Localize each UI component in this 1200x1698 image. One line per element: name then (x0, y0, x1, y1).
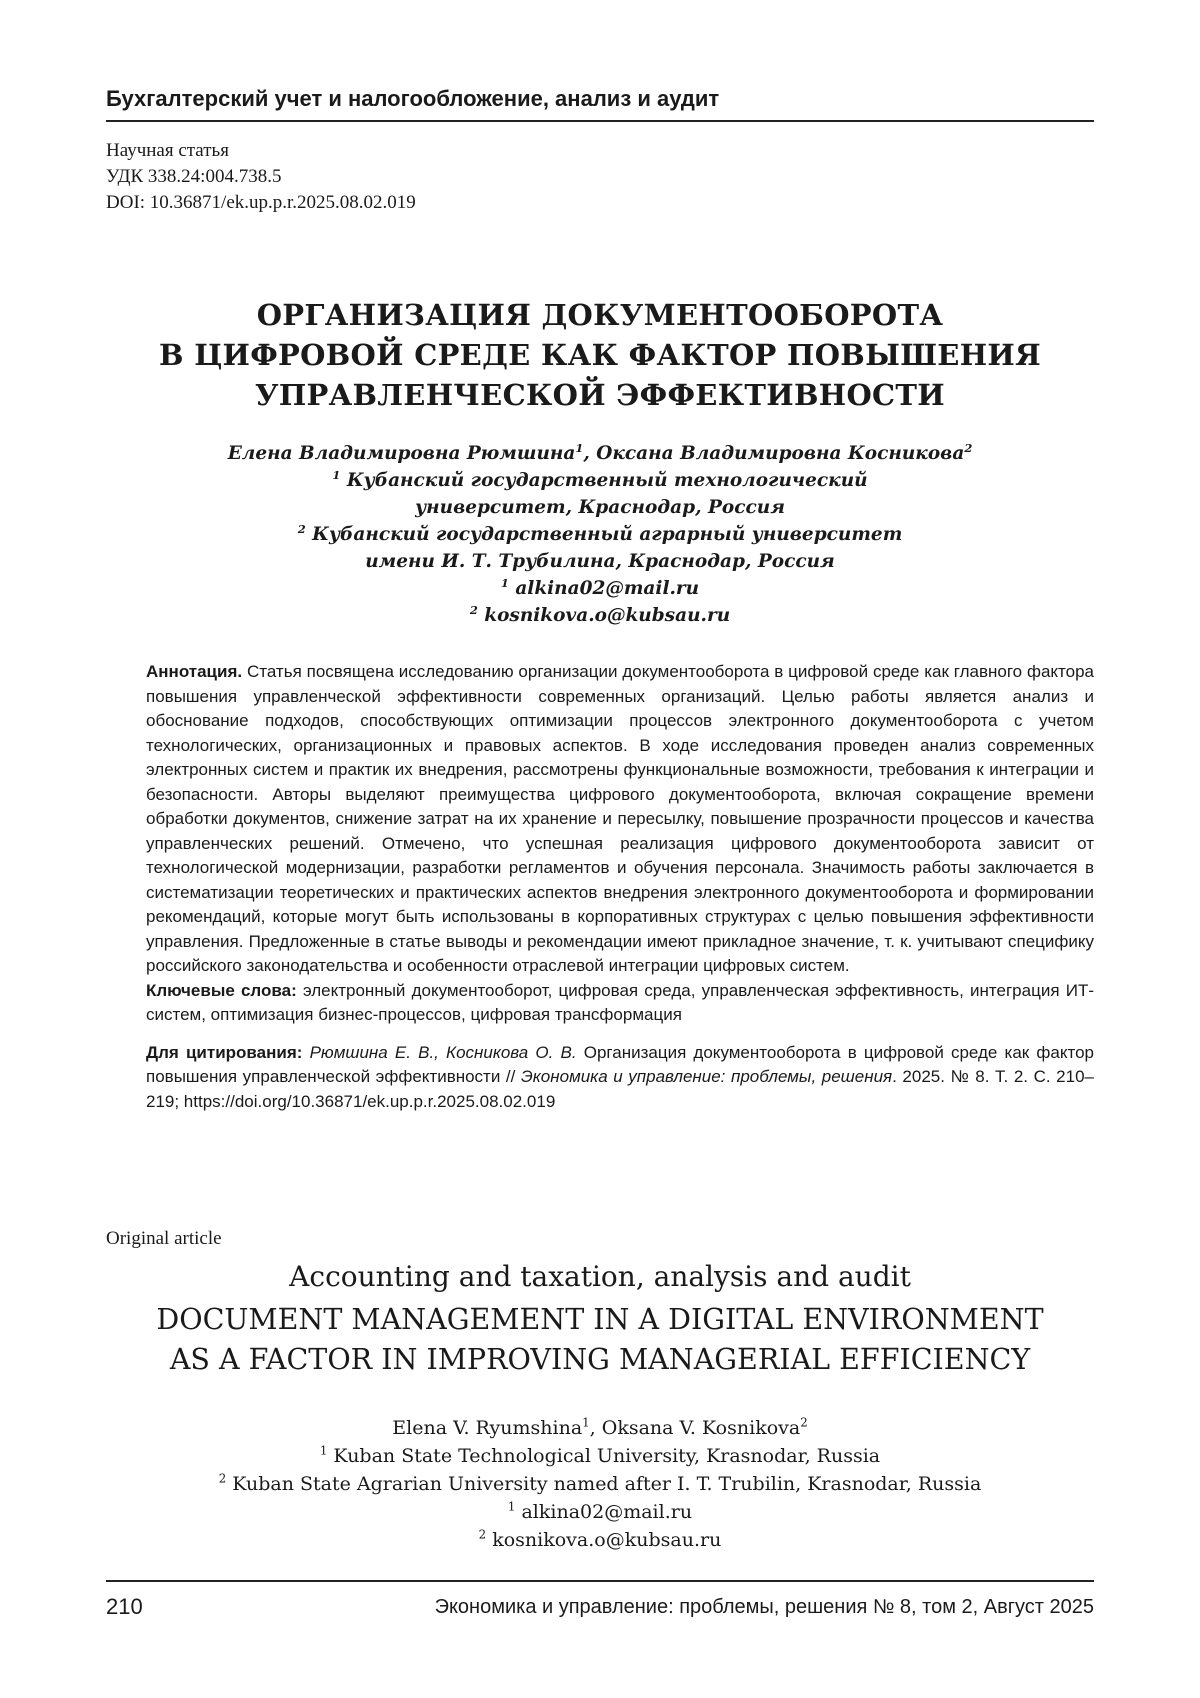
author-separator: , (590, 1417, 602, 1439)
udc-code: УДК 338.24:004.738.5 (106, 164, 416, 190)
ru-author-2: Оксана Владимировна Косникова (596, 443, 964, 464)
en-author-2: Oksana V. Kosnikova (602, 1417, 800, 1439)
ru-title-line: УПРАВЛЕНЧЕСКОЙ ЭФФЕКТИВНОСТИ (106, 375, 1094, 415)
en-email-2 (106, 1526, 1094, 1554)
abstract-label: Аннотация. (146, 662, 242, 681)
en-title-line: DOCUMENT MANAGEMENT IN A DIGITAL ENVIRONMENT (106, 1300, 1094, 1340)
ru-affiliation-1-cont: университет, Краснодар, Россия (106, 494, 1094, 521)
en-affiliation-text: Kuban State Agrarian University named after I. T. Trubilin, Krasnodar, Russia (232, 1473, 981, 1495)
footer-divider (106, 1580, 1094, 1582)
footnote-mark: 1 (501, 576, 509, 590)
footnote-mark: 2 (964, 441, 972, 455)
en-email-1 (106, 1498, 1094, 1526)
author-separator: , (583, 443, 596, 464)
ru-email-2 (106, 602, 1094, 629)
en-section-heading: Accounting and taxation, analysis and audit (106, 1258, 1094, 1296)
keywords-paragraph (146, 979, 1094, 1028)
ru-authors-line (106, 440, 1094, 467)
journal-section-header: Бухгалтерский учет и налогообложение, анализ и аудит (106, 86, 1094, 112)
keywords-label: Ключевые слова: (146, 981, 297, 1000)
ru-title-line: В ЦИФРОВОЙ СРЕДЕ КАК ФАКТОР ПОВЫШЕНИЯ (106, 335, 1094, 375)
en-author-1: Elena V. Ryumshina (392, 1417, 582, 1439)
footnote-mark: 1 (508, 1500, 516, 1514)
footnote-mark: 2 (800, 1416, 808, 1430)
abstract-section (146, 660, 1094, 1114)
footnote-mark: 1 (582, 1416, 590, 1430)
ru-author-1: Елена Владимировна Рюмшина (228, 443, 576, 464)
keywords-text: электронный документооборот, цифровая среда, управленческая эффективность, интеграция ИТ-систем, оптимизация бизнес-процессов, цифровая трансформация (146, 981, 1094, 1025)
en-authors-block (106, 1414, 1094, 1554)
abstract-paragraph (146, 660, 1094, 979)
page-number: 210 (106, 1594, 143, 1620)
en-article-type: Original article (106, 1228, 222, 1250)
ru-email-1 (106, 575, 1094, 602)
ru-affiliation-text: Кубанский государственный аграрный университет (312, 524, 902, 545)
email-link[interactable]: kosnikova.o@kubsau.ru (484, 605, 730, 626)
en-affiliation-1 (106, 1442, 1094, 1470)
journal-issue: Экономика и управление: проблемы, решения № 8, том 2, Август 2025 (435, 1596, 1094, 1619)
ru-affiliation-2 (106, 521, 1094, 548)
citation-title: Организация документооборота в цифровой среде как фактор повышения управленческой эффективности // (146, 1043, 1094, 1087)
en-title-line: AS A FACTOR IN IMPROVING MANAGERIAL EFFICIENCY (106, 1340, 1094, 1380)
en-authors-line (106, 1414, 1094, 1442)
en-article-title (106, 1300, 1094, 1380)
citation-tail[interactable]: . 2025. № 8. Т. 2. С. 210–219; https://doi.org/10.36871/ek.up.p.r.2025.08.02.019 (146, 1067, 1094, 1111)
ru-affiliation-1 (106, 467, 1094, 494)
ru-title-line: ОРГАНИЗАЦИЯ ДОКУМЕНТООБОРОТА (106, 295, 1094, 335)
citation-paragraph (146, 1041, 1094, 1115)
ru-article-title (106, 295, 1094, 415)
abstract-text: Статья посвящена исследованию организации документооборота в цифровой среде как главного фактора повышения управленческой эффективности современных организаций. Целью работы является анализ и обоснование подходов, способствующих оптимизации процессов электронного документооборота с учетом технологических, организационных и правовых аспектов. В ходе исследования проведен анализ современных электронных систем и практик их внедрения, рассмотрены функциональные возможности, требования к интеграции и безопасности. Авторы выделяют преимущества цифрового документооборота, включая сокращение времени обработки документов, снижение затрат на их хранение и пересылку, повышение прозрачности процессов и качества управленческих решений. Отмечено, что успешная реализация цифрового документооборота зависит от технологической модернизации, разработки регламентов и обучения персонала. Значимость работы заключается в систематизации теоретических и практических аспектов внедрения электронного документооборота и формировании рекомендаций, которые могут быть использованы в корпоративных структурах с целью повышения эффективности управления. Предложенные в статье выводы и рекомендации имеют прикладное значение, т. к. учитывают специфику российского законодательства и особенности отраслевой интеграции цифровых систем. (146, 662, 1094, 975)
email-link[interactable]: alkina02@mail.ru (521, 1501, 692, 1523)
footnote-mark: 2 (479, 1528, 487, 1542)
citation-label: Для цитирования: (146, 1043, 302, 1062)
ru-affiliation-2-cont: имени И. Т. Трубилина, Краснодар, Россия (106, 548, 1094, 575)
citation-authors: Рюмшина Е. В., Косникова О. В. (310, 1043, 577, 1062)
en-affiliation-text: Kuban State Technological University, Krasnodar, Russia (333, 1445, 880, 1467)
footnote-mark: 1 (320, 1444, 328, 1458)
ru-affiliation-text: Кубанский государственный технологический (347, 470, 868, 491)
email-link[interactable]: alkina02@mail.ru (515, 578, 699, 599)
footnote-mark: 2 (219, 1472, 227, 1486)
footnote-mark: 2 (298, 522, 306, 536)
citation-journal: Экономика и управление: проблемы, решения (521, 1067, 892, 1086)
article-type: Научная статья (106, 138, 416, 164)
article-meta (106, 138, 416, 216)
journal-page (106, 0, 1094, 1698)
footnote-mark: 2 (470, 603, 478, 617)
ru-authors-block (106, 440, 1094, 629)
doi: DOI: 10.36871/ek.up.p.r.2025.08.02.019 (106, 190, 416, 216)
footnote-mark: 1 (575, 441, 583, 455)
header-divider (106, 120, 1094, 122)
footnote-mark: 1 (332, 468, 340, 482)
email-link[interactable]: kosnikova.o@kubsau.ru (492, 1529, 721, 1551)
en-affiliation-2 (106, 1470, 1094, 1498)
